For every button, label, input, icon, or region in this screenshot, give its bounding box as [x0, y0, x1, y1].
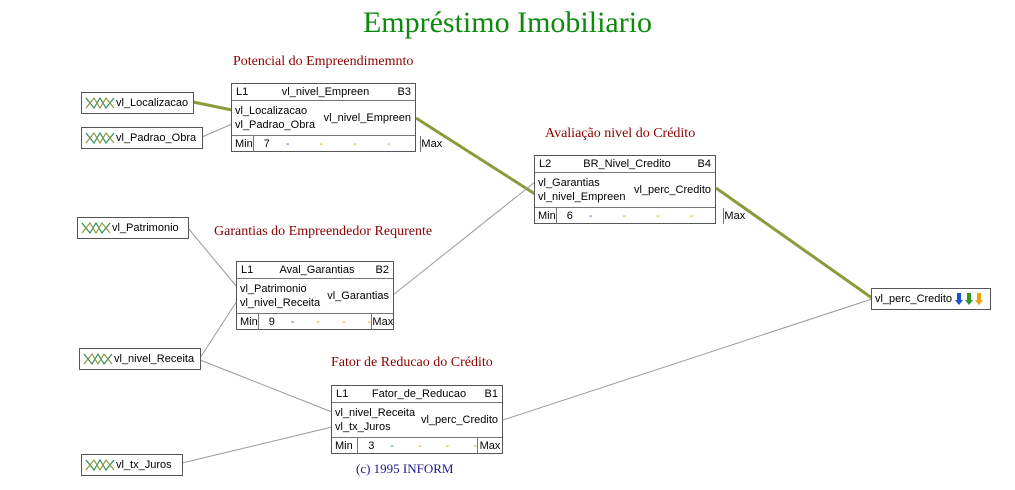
wire-padrao-b3 — [202, 124, 232, 137]
block-level: L1 — [241, 264, 254, 276]
block-level: L1 — [336, 388, 349, 400]
block-rule-count: 9 — [268, 316, 275, 328]
block-id: B4 — [697, 158, 711, 170]
block-min: Min — [237, 314, 259, 330]
block-min: Min — [535, 208, 557, 224]
block-max: Max — [372, 316, 394, 328]
block-rule-count: 7 — [263, 138, 270, 150]
wire-juros-b1 — [182, 427, 332, 463]
variable-tx-juros[interactable] — [81, 454, 183, 476]
block-input: vl_nivel_Receita — [240, 297, 321, 309]
variable-label: vl_Localizacao — [116, 97, 189, 109]
variable-nivel-receita[interactable] — [79, 348, 201, 370]
block-input: vl_Localizacao — [235, 105, 308, 117]
block-max: Max — [724, 210, 746, 222]
block-output: vl_nivel_Empreen — [323, 112, 411, 124]
block-name: vl_nivel_Empreen — [281, 86, 370, 98]
variable-localizacao[interactable] — [81, 92, 194, 114]
variable-padrao-obra[interactable] — [81, 127, 203, 149]
block-name: Fator_de_Reducao — [371, 388, 467, 400]
block-output: vl_perc_Credito — [633, 184, 711, 196]
fuzzy-membership-icon — [85, 96, 115, 110]
block-input: vl_nivel_Empreen — [538, 191, 626, 203]
block-input: vl_Padrao_Obra — [235, 119, 316, 131]
wire-b3-b4 — [416, 118, 535, 194]
rule-block-b2[interactable]: L1 Aval_Garantias B2 vl_Patrimonio vl_nivel_Receita vl_Garantias Min 9 - - - - Max — [236, 261, 394, 330]
variable-perc-credito[interactable] — [871, 288, 991, 310]
block-rule-count: 6 — [566, 210, 573, 222]
block-title-b1: Fator de Reducao do Crédito — [331, 355, 493, 370]
block-id: B3 — [397, 86, 411, 98]
fuzzy-membership-icon — [85, 131, 115, 145]
block-title-b4: Avaliação nivel do Crédito — [545, 126, 696, 141]
fuzzy-membership-icon — [83, 352, 113, 366]
block-level: L2 — [539, 158, 552, 170]
wire-receita-b1 — [200, 360, 332, 412]
block-id: B1 — [484, 388, 498, 400]
variable-label: vl_perc_Credito — [875, 293, 953, 305]
block-name: BR_Nivel_Credito — [583, 158, 671, 170]
block-max: Max — [477, 438, 502, 454]
variable-label: vl_tx_Juros — [116, 459, 172, 471]
variable-label: vl_Patrimonio — [112, 222, 179, 234]
copyright-text: (c) 1995 INFORM — [356, 461, 454, 476]
block-output: vl_perc_Credito — [420, 414, 498, 426]
wire-localizacao-b3 — [193, 102, 232, 110]
block-rule-count: 3 — [368, 440, 375, 452]
block-input: vl_Garantias — [538, 177, 600, 189]
block-name: Aval_Garantias — [279, 264, 355, 276]
block-input: vl_Patrimonio — [240, 283, 307, 295]
variable-label: vl_nivel_Receita — [114, 353, 195, 365]
rule-block-b4[interactable]: L2 BR_Nivel_Credito B4 vl_Garantias vl_nivel_Empreen vl_perc_Credito Min 6 - - - - Max — [534, 155, 716, 224]
block-output: vl_Garantias — [327, 290, 389, 302]
rule-block-b1[interactable]: L1 Fator_de_Reducao B1 vl_nivel_Receita vl_tx_Juros vl_perc_Credito Min 3 - - - - Max — [331, 385, 503, 454]
block-id: B2 — [375, 264, 389, 276]
block-min: Min — [232, 136, 254, 152]
block-title-b3: Potencial do Empreendimemnto — [233, 54, 414, 69]
wire-b1-perc — [503, 299, 872, 420]
block-input: vl_nivel_Receita — [335, 407, 416, 419]
rule-block-b3[interactable]: L1 vl_nivel_Empreen B3 vl_Localizacao vl_Padrao_Obra vl_nivel_Empreen Min 7 - - - - Max — [231, 83, 416, 152]
block-input: vl_tx_Juros — [335, 421, 391, 433]
variable-patrimonio[interactable] — [77, 217, 189, 239]
block-title-b2: Garantias do Empreendedor Requrente — [214, 224, 433, 239]
block-max: Max — [421, 138, 443, 150]
fuzzy-membership-icon — [85, 458, 115, 472]
variable-label: vl_Padrao_Obra — [116, 132, 197, 144]
wire-b4-perc — [716, 188, 872, 298]
page-title: Empréstimo Imobiliario — [362, 6, 653, 39]
fuzzy-membership-icon — [81, 221, 111, 235]
block-min: Min — [332, 438, 358, 454]
defuzzify-arrows-icon — [955, 292, 985, 306]
block-level: L1 — [236, 86, 249, 98]
wire-receita-b2 — [200, 301, 237, 358]
